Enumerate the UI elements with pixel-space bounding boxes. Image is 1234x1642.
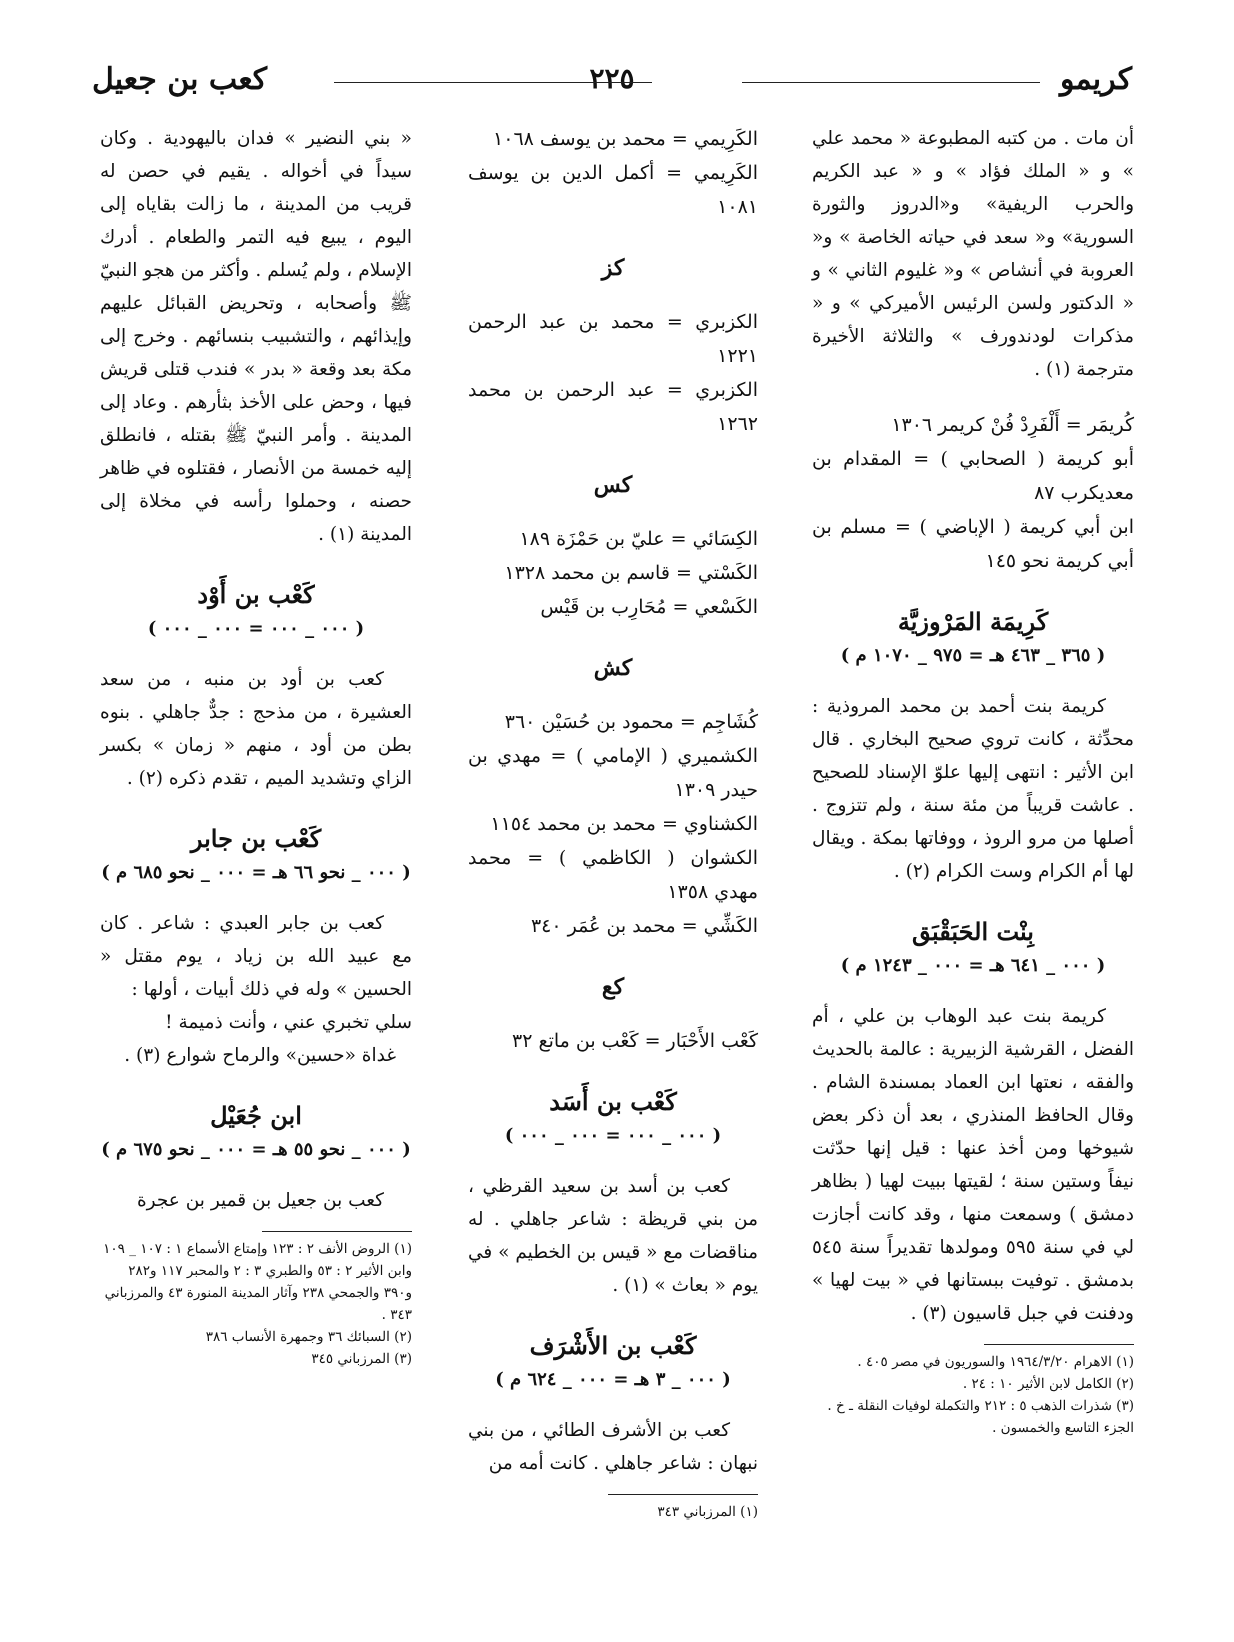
biography-title: كَعْب بن الأَشْرَف xyxy=(529,1331,697,1360)
biography-text: كعب بن الأشرف الطائي ، من بني نبهان : شاعر جاهلي . كانت أمه من xyxy=(468,1420,758,1474)
poem-line: سلي تخبري عني ، وأنت ذميمة ! xyxy=(165,1012,412,1033)
header-rule-left xyxy=(334,82,652,83)
entry: كُشَاجِم = محمود بن حُسَيْن ٣٦٠ xyxy=(504,711,758,733)
entry: كُريمَر = أَلْفَرِدْ فُنْ كريمر ١٣٠٦ xyxy=(891,414,1134,436)
entry: الكَشِّي = محمد بن عُمَر ٣٤٠ xyxy=(530,915,758,937)
entry: الكشميري ( الإمامي ) = مهدي بن حيدر ١٣٠٩ xyxy=(468,745,758,801)
biography-title: كَرِيمَة المَرْوزيَّة xyxy=(897,607,1049,636)
biography-title: كَعْب بن أَسَد xyxy=(549,1087,677,1116)
biography-text: كعب بن أسد بن سعيد القرظي ، من بني قريظة : شاعر جاهلي . له مناقضات مع « قيس بن الخطيم » في يوم « بعاث » (١) . xyxy=(468,1176,758,1296)
footnote: (١) الاهرام ١٩٦٤/٣/٢٠ والسوريون في مصر ٤٠٥ . xyxy=(857,1354,1134,1370)
biography-dates: ( ٠٠٠ _ نحو ٦٦ هـ = ٠٠٠ _ نحو ٦٨٥ م ) xyxy=(101,862,411,883)
entry: الكشناوي = محمد بن محمد ١١٥٤ xyxy=(490,813,758,835)
footnote-rule xyxy=(984,1344,1134,1345)
entry: الكَرِيمي = محمد بن يوسف ١٠٦٨ xyxy=(493,128,758,150)
entry: الكِسَائي = عليّ بن حَمْزَة ١٨٩ xyxy=(519,528,758,550)
column-right xyxy=(812,122,1134,1439)
entry: الكَسْعي = مُحَارِب بن قَيْس xyxy=(540,596,758,618)
biography-title: كَعْب بن جابر xyxy=(190,824,322,853)
biography-title: كَعْب بن أَوْد xyxy=(197,580,315,609)
biography-text: كعب بن أود بن منبه ، من سعد العشيرة ، من مذحج : جدٌّ جاهلي . بنوه بطن من أود ، منهم « زمان » بكسر الزاي وتشديد الميم ، تقدم ذكره (٢) . xyxy=(100,669,412,789)
entry: كَعْب الأَحْبَار = كَعْب بن ماتع ٣٢ xyxy=(512,1030,758,1052)
header-rule-right xyxy=(742,82,1040,83)
biography-title: ابن جُعَيْل xyxy=(210,1101,302,1130)
entry: الكزبري = عبد الرحمن بن محمد ١٢٦٢ xyxy=(468,379,758,435)
section-heading: كع xyxy=(601,974,625,1000)
running-header xyxy=(92,62,1132,106)
biography-title: بِنْت الحَبَقْبَق xyxy=(912,917,1034,946)
footnote: (١) المرزباني ٣٤٣ xyxy=(657,1504,758,1520)
section-heading: كس xyxy=(593,472,633,498)
column-left xyxy=(100,122,412,1370)
footnote-rule xyxy=(262,1231,412,1232)
entry: الكشوان ( الكاظمي ) = محمد مهدي ١٣٥٨ xyxy=(468,847,758,903)
biography-text: كريمة بنت أحمد بن محمد المروذية : محدِّثة ، كانت تروي صحيح البخاري . قال ابن الأثير : انتهى إليها علوّ الإسناد للصحيح . عاشت قريباً من مئة سنة ، ولم تتزوج . أصلها من مرو الروذ ، ووفاتها بمكة . ويقال لها أم الكرام وست الكرام (٢) . xyxy=(812,696,1134,882)
poem-line: غداة «حسين» والرماح شوارع (٣) . xyxy=(124,1045,396,1066)
biography-dates: ( ٣٦٥ _ ٤٦٣ هـ = ٩٧٥ _ ١٠٧٠ م ) xyxy=(840,645,1106,666)
footnote: (٢) السبائك ٣٦ وجمهرة الأنساب ٣٨٦ xyxy=(205,1329,412,1345)
entry: الكَرِيمي = أكمل الدين بن يوسف ١٠٨١ xyxy=(468,162,758,218)
entry: ابن أبي كريمة ( الإباضي ) = مسلم بن أبي كريمة نحو ١٤٥ xyxy=(812,516,1134,572)
biography-dates: ( ٠٠٠ _ ٠٠٠ = ٠٠٠ _ ٠٠٠ ) xyxy=(504,1125,722,1146)
biography-dates: ( ٠٠٠ _ ٠٠٠ = ٠٠٠ _ ٠٠٠ ) xyxy=(147,618,365,639)
biography-dates: ( ٠٠٠ _ ٦٤١ هـ = ٠٠٠ _ ١٢٤٣ م ) xyxy=(840,955,1106,976)
footnote: (١) الروض الأنف ٢ : ١٢٣ وإمتاع الأسماع ١ : ١٠٧ _ ١٠٩ وابن الأثير ٢ : ٥٣ والطبري ٣ : ٢ والمحبر ١١٧ و٢٨٢ و٣٩٠ والجمحي ٢٣٨ وآثار المدينة المنورة ٤٣ والمرزباني ٣٤٣ . xyxy=(103,1241,412,1323)
continued-paragraph: « بني النضير » فدان باليهودية . وكان سيداً في أخواله . يقيم في حصن له قريب من المدينة ، ما زالت بقاياه إلى اليوم ، يبيع فيه التمر والطعام . أدرك الإسلام ، ولم يُسلم . وأكثر من هجو النبيّ ﷺ وأصحابه ، وتحريض القبائل عليهم وإيذائهم ، والتشبيب بنسائهم . وخرج إلى مكة بعد وقعة « بدر » فندب قتلى قريش فيها ، وحض على الأخذ بثأرهم . وعاد إلى المدينة . وأمر النبيّ ﷺ بقتله ، فانطلق إليه خمسة من الأنصار ، فقتلوه في ظاهر حصنه ، وحملوا رأسه في مخلاة إلى المدينة (١) . xyxy=(100,128,412,545)
entry: أبو كريمة ( الصحابي ) = المقدام بن معديكرب ٨٧ xyxy=(812,448,1134,504)
biography-text: كريمة بنت عبد الوهاب بن علي ، أم الفضل ، القرشية الزبيرية : عالمة بالحديث والفقه ، نعتها ابن العماد بمسندة الشام . وقال الحافظ المنذري ، بعد أن ذكر بعض شيوخها ومن أخذ عنها : قيل إنها حدّثت نيفاً وستين سنة ؛ لقيتها ببيت لهيا ( بظاهر دمشق ) وسمعت منها ، وقد كانت أجازت لي في سنة ٥٩٥ ومولدها تقديراً سنة ٥٤٥ بدمشق . توفيت ببستانها في « بيت لهيا » ودفنت في جبل قاسيون (٣) . xyxy=(812,1006,1134,1324)
section-heading: كش xyxy=(593,655,633,681)
footnote: (٣) المرزباني ٣٤٥ xyxy=(311,1351,412,1367)
footnote-rule xyxy=(608,1494,758,1495)
continued-paragraph: أن مات . من كتبه المطبوعة « محمد علي » و « الملك فؤاد » و « عبد الكريم والحرب الريفية» و«الدروز والثورة السورية» و« سعد في حياته الخاصة » و« العروبة في أنشاص » و« غليوم الثاني » و « الدكتور ولسن الرئيس الأميركي » و « مذكرات لودندورف » والثلاثة الأخيرة مترجمة (١) . xyxy=(812,128,1134,380)
column-middle xyxy=(468,122,758,1523)
biography-dates: ( ٠٠٠ _ ٣ هـ = ٠٠٠ _ ٦٢٤ م ) xyxy=(495,1369,731,1390)
header-right-word: كريمو xyxy=(1059,62,1132,97)
biography-text: كعب بن جعيل بن قمير بن عجرة xyxy=(136,1190,384,1211)
header-left-word: كعب بن جعيل xyxy=(92,62,268,97)
entry: الكزبري = محمد بن عبد الرحمن ١٢٢١ xyxy=(468,311,758,367)
footnote: (٣) شذرات الذهب ٥ : ٢١٢ والتكملة لوفيات النقلة ـ خ . الجزء التاسع والخمسون . xyxy=(827,1398,1134,1436)
biography-text: كعب بن جابر العبدي : شاعر . كان مع عبيد الله بن زياد ، يوم مقتل « الحسين » وله في ذلك أبيات ، أولها : xyxy=(100,913,412,1000)
footnote: (٢) الكامل لابن الأثير ١٠ : ٢٤ . xyxy=(962,1376,1134,1392)
biography-dates: ( ٠٠٠ _ نحو ٥٥ هـ = ٠٠٠ _ نحو ٦٧٥ م ) xyxy=(101,1139,411,1160)
section-heading: كز xyxy=(601,255,625,281)
entry: الكَسْتي = قاسم بن محمد ١٣٢٨ xyxy=(504,562,758,584)
page-number: ٢٢٥ xyxy=(589,62,635,95)
